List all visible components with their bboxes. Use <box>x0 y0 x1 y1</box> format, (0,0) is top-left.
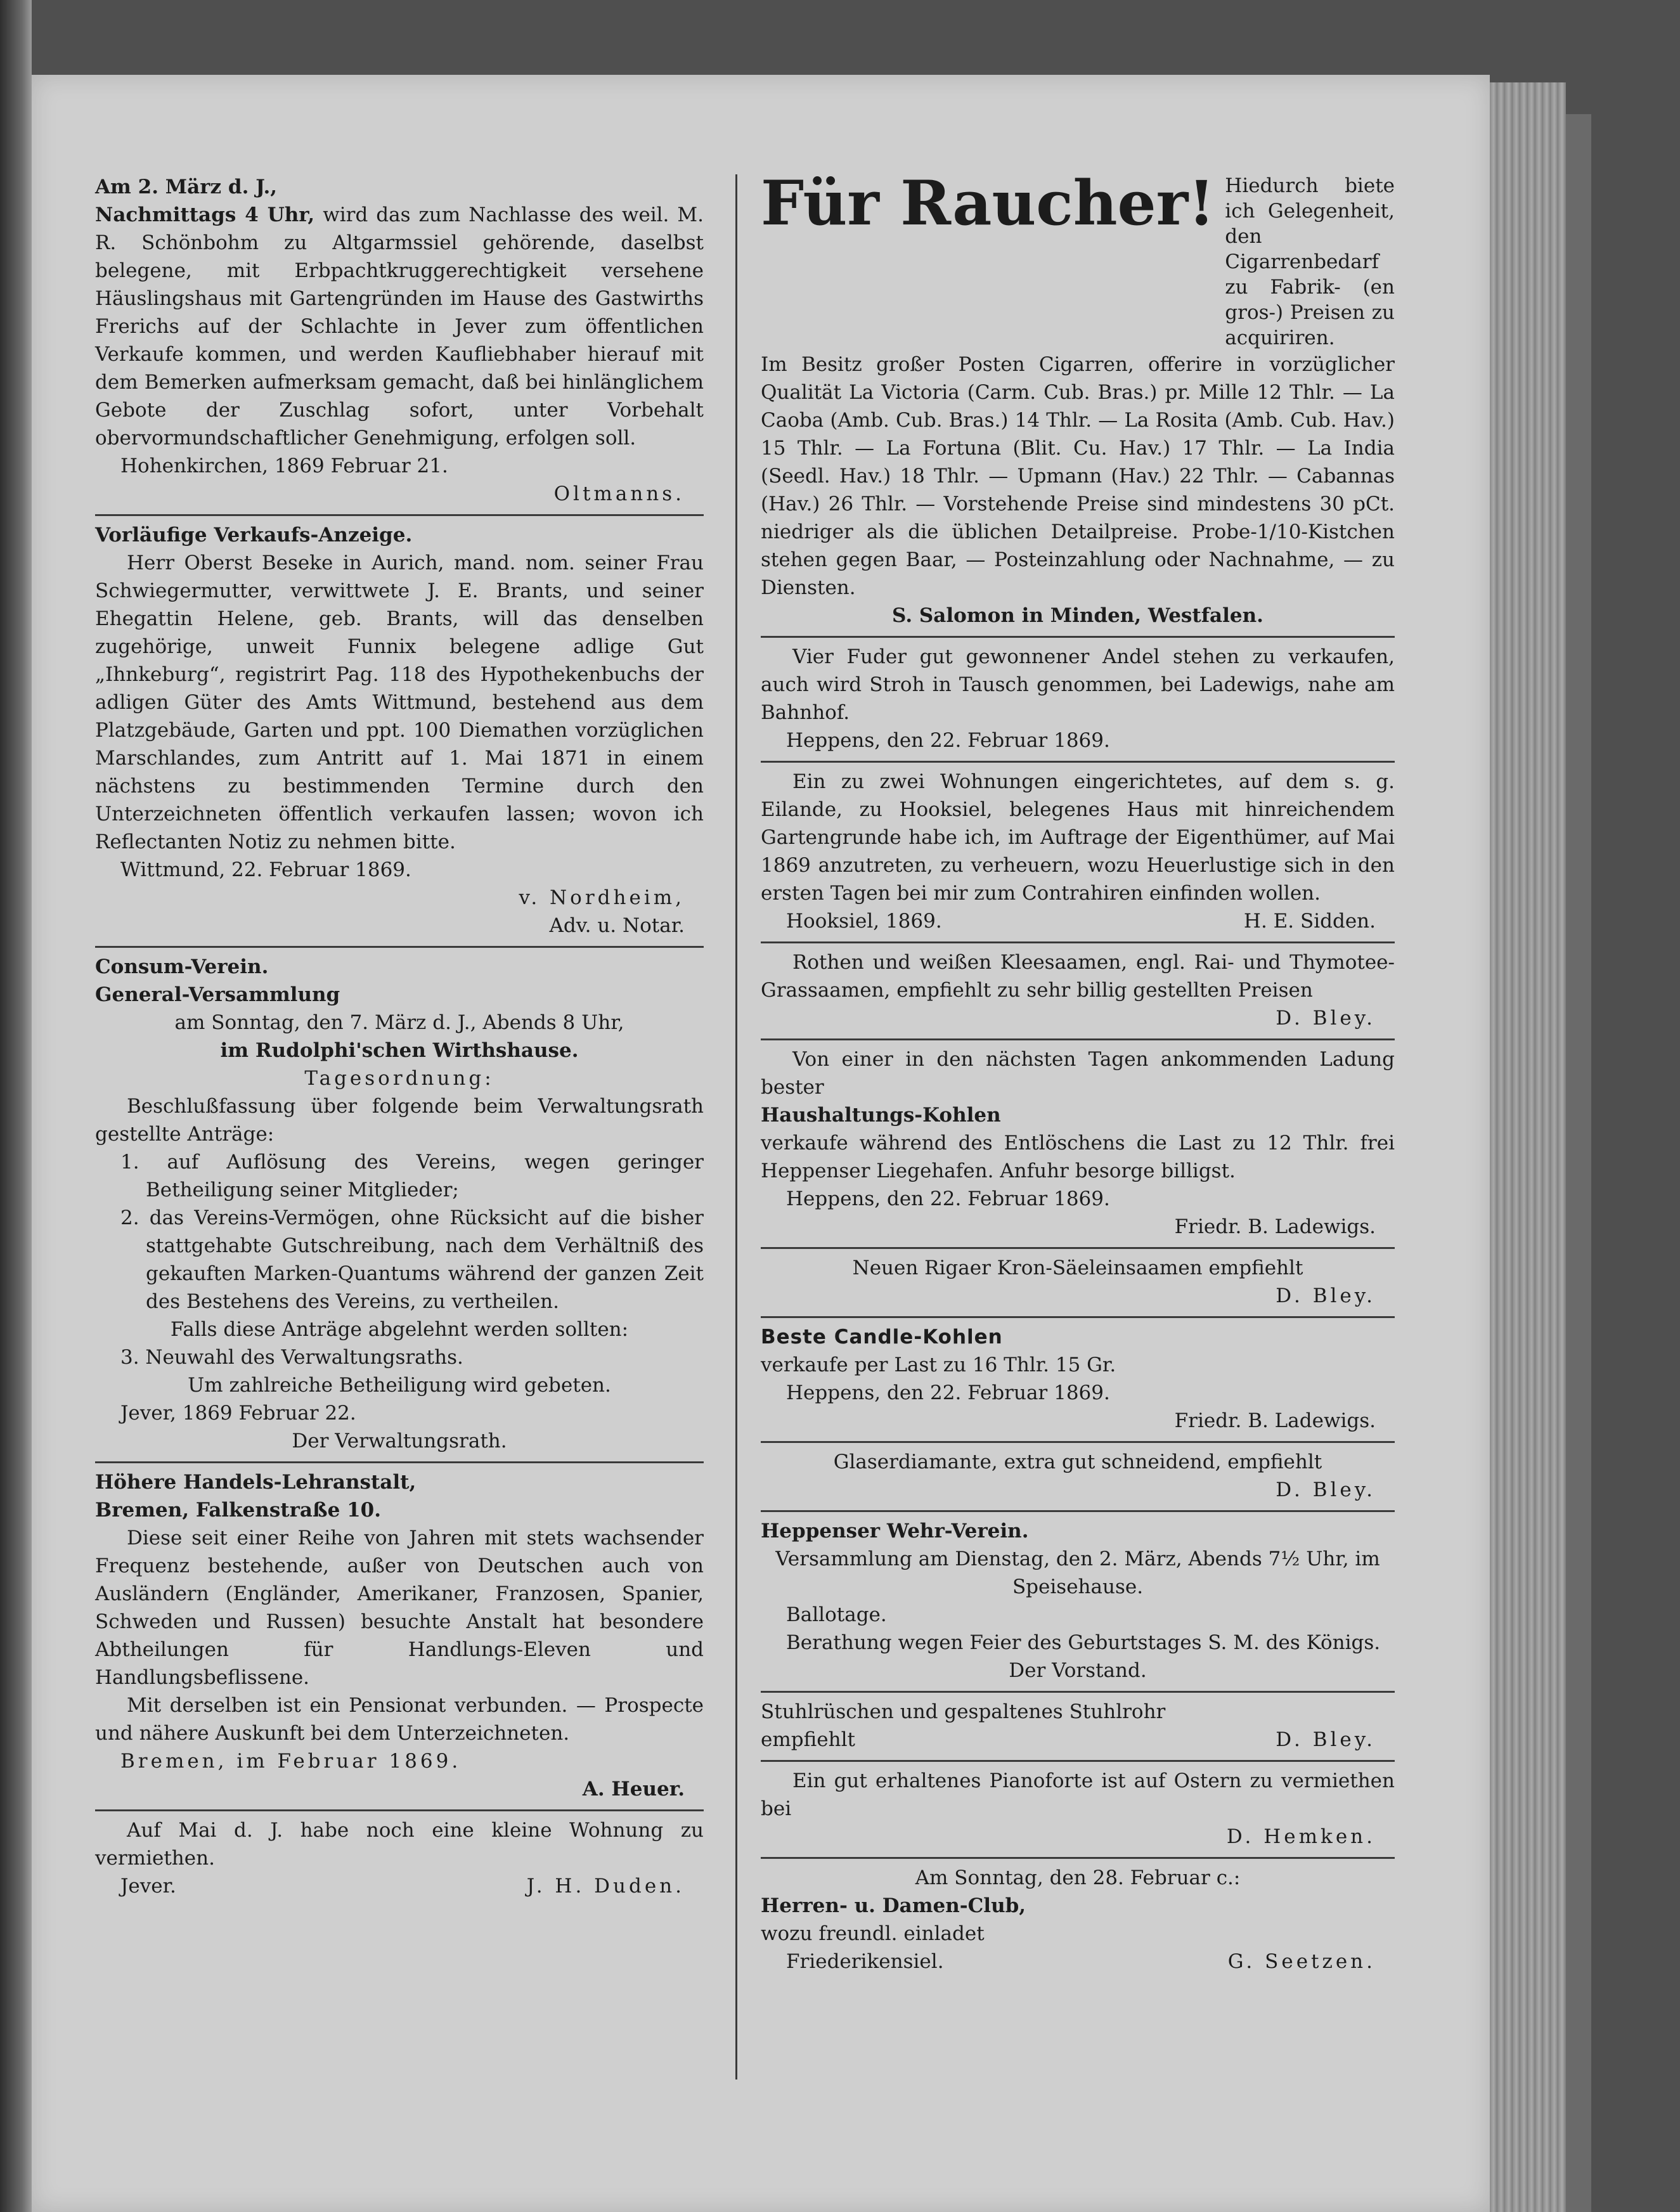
ad-headline: Am 2. März d. J., <box>95 176 278 198</box>
ad-body <box>95 201 704 452</box>
candle-coal-advertisement <box>761 1318 1395 1443</box>
linseed-advertisement <box>761 1249 1395 1318</box>
school-advertisement <box>95 1463 704 1811</box>
agenda-item: 2. das Vereins-Vermögen, ohne Rücksicht auf die bisher stattgehabte Gutschreibung, nach dem Verhältniß des gekauften Marken-Quantums während der ganzen Zeit des Bestehens des Vereins, zu vertheilen. <box>120 1206 704 1313</box>
ad-body: Rothen und weißen Kleesaamen, engl. Rai- und Thymotee-Grassaamen, empfiehlt zu sehr billig gestellten Preisen <box>761 951 1395 1002</box>
chair-supplies-advertisement <box>761 1693 1395 1762</box>
ad-place: Jever. <box>120 1875 176 1898</box>
wehr-verein-notice <box>761 1512 1395 1693</box>
ad-signature: D. Bley. <box>1276 1728 1376 1751</box>
agenda-item: 1. auf Auflösung des Vereins, wegen geringer Betheiligung seiner Mitglieder; <box>120 1151 704 1201</box>
ad-date: Bremen, im Februar 1869. <box>120 1750 462 1773</box>
ad-body: verkaufe während des Entlöschens die Last zu 12 Thlr. frei Heppenser Liegehafen. Anfuhr besorge billigst. <box>761 1132 1395 1182</box>
ad-header <box>761 167 1395 351</box>
consum-verein-notice <box>95 948 704 1463</box>
ad-body: Auf Mai d. J. habe noch eine kleine Wohnung zu vermiethen. <box>95 1819 704 1870</box>
ad-date: Heppens, den 22. Februar 1869. <box>786 1187 1110 1210</box>
ad-footer <box>761 1948 1395 1976</box>
ad-lead: Nachmittags 4 Uhr, <box>95 204 315 226</box>
hay-sale-notice <box>761 638 1395 763</box>
ad-body: Stuhlrüschen und gespaltenes Stuhlrohr <box>761 1700 1166 1723</box>
ad-date: Hohenkirchen, 1869 Februar 21. <box>120 455 448 477</box>
agenda-item: Berathung wegen Feier des Geburtstages S. M. des Königs. <box>786 1631 1381 1654</box>
ad-headline-address: Bremen, Falkenstraße 10. <box>95 1499 382 1522</box>
ad-headline: Vorläufige Verkaufs-Anzeige. <box>95 524 413 547</box>
ad-body: Vier Fuder gut gewonnener Andel stehen zu verkaufen, auch wird Stroh in Tausch genommen, bei Ladewigs, nahe am Bahnhof. <box>761 645 1395 724</box>
ad-signature: v. Nordheim, <box>519 886 685 909</box>
ad-signature: D. Bley. <box>1276 1007 1376 1030</box>
ad-body: Neuen Rigaer Kron-Säeleinsaamen empfiehlt <box>852 1257 1303 1279</box>
coal-advertisement <box>761 1040 1395 1249</box>
ad-date: Heppens, den 22. Februar 1869. <box>786 1381 1110 1404</box>
ad-body: Herr Oberst Beseke in Aurich, mand. nom. seiner Frau Schwiegermutter, verwittwete J. E. Brants, und seiner Ehegattin Helene, geb. Brants, will das denselben zugehörige, unweit Funnix belegene adlige Gut „Ihnkeburg“, registrirt Pag. 118 des Hypothekenbuchs der adligen Güter des Amts Wittmund, bestehend aus dem Platzgebäude, Garten und ppt. 100 Diemathen vorzüglichen Marschlandes, zum Antritt auf 1. Mai 1871 in einem nächstens zu bestimmenden Termine durch den Unterzeichneten öffentlich verkaufen lassen; wovon ich Reflectanten Notiz zu nehmen bitte. <box>95 552 704 853</box>
ad-intro: Am Sonntag, den 28. Februar c.: <box>915 1866 1241 1889</box>
ad-body: Ein zu zwei Wohnungen eingerichtetes, auf dem s. g. Eilande, zu Hooksiel, belegenes Haus mit hinreichendem Gartengrunde habe ich, im Auftrage der Eigenthümer, auf Mai 1869 anzutreten, zu verheuern, wozu Heuerlustige sich in den ersten Tagen bei mir zum Contrahiren einfinden wollen. <box>761 770 1395 905</box>
ad-footer <box>761 1726 1395 1754</box>
book-edge <box>1566 114 1591 2212</box>
club-announcement <box>761 1859 1395 1982</box>
page-stack-edge <box>1490 82 1566 2212</box>
ad-text: wird das zum Nachlasse des weil. M. R. Schönbohm zu Altgarmssiel gehörende, daselbst belegene, mit Erbpachtkruggerechtigkeit versehene Häuslingshaus mit Gartengründen im Hause des Gastwirths Frerichs auf der Schlachte in Jever zum öffentlichen Verkaufe kommen, und werden Kaufliebhaber hierauf mit dem Bemerken aufmerksam gemacht, daß bei hinlänglichem Gebote der Zuschlag sofort, unter Vorbehalt obervormundschaftlicher Genehmigung, erfolgen soll. <box>95 204 704 450</box>
ad-footer <box>95 1872 704 1900</box>
agenda-list <box>95 1148 704 1316</box>
ad-place: Hooksiel, 1869. <box>786 910 942 933</box>
ad-signature: G. Seetzen. <box>1227 1950 1376 1973</box>
ad-date: Heppens, den 22. Februar 1869. <box>786 729 1110 752</box>
left-column <box>95 168 704 1906</box>
ad-subheadline: General-Versammlung <box>95 983 340 1006</box>
ad-body: Glaserdiamante, extra gut schneidend, empfiehlt <box>833 1451 1322 1473</box>
ad-agenda-label: Tagesordnung: <box>304 1067 494 1090</box>
piano-rental-notice <box>761 1762 1395 1859</box>
ad-condition: Falls diese Anträge abgelehnt werden sollten: <box>170 1318 629 1341</box>
ad-signature: S. Salomon in Minden, Westfalen. <box>892 604 1263 627</box>
book-spine <box>0 0 32 2212</box>
right-column <box>761 168 1395 1982</box>
ad-side-text: Hiedurch biete ich Gelegenheit, den Cigarrenbedarf zu Fabrik- (en gros-) Preisen zu acquiriren. <box>1225 174 1395 349</box>
ad-intro: Von einer in den nächsten Tagen ankommenden Ladung bester <box>761 1048 1395 1099</box>
column-divider <box>735 174 737 2079</box>
ad-body: Ein gut erhaltenes Pianoforte ist auf Ostern zu vermiethen bei <box>761 1769 1395 1820</box>
ad-signature: A. Heuer. <box>582 1778 685 1801</box>
ad-datetime: am Sonntag, den 7. März d. J., Abends 8 Uhr, <box>174 1011 624 1034</box>
ad-body-end: empfiehlt <box>761 1728 855 1751</box>
apartment-notice <box>95 1811 704 1906</box>
ad-date: Jever, 1869 Februar 22. <box>120 1402 356 1425</box>
auction-notice <box>95 168 704 516</box>
house-rental-notice <box>761 763 1395 943</box>
ad-headline: Consum-Verein. <box>95 955 269 978</box>
ad-signature: J. H. Duden. <box>526 1875 685 1898</box>
ad-signature: D. Bley. <box>1276 1284 1376 1307</box>
ad-body: Mit derselben ist ein Pensionat verbunden. — Prospecte und nähere Auskunft bei dem Unterzeichneten. <box>95 1694 704 1745</box>
ad-signature: Der Verwaltungsrath. <box>292 1430 507 1452</box>
cigar-advertisement <box>761 168 1395 638</box>
ad-signature: D. Bley. <box>1276 1478 1376 1501</box>
ad-signature: Oltmanns. <box>553 482 685 505</box>
ad-signature: Der Vorstand. <box>1009 1659 1147 1682</box>
agenda-list <box>95 1343 704 1371</box>
glazier-diamond-advertisement <box>761 1443 1395 1512</box>
ad-footer <box>761 907 1395 935</box>
ad-date: Wittmund, 22. Februar 1869. <box>120 858 411 881</box>
ad-body: wozu freundl. einladet <box>761 1922 985 1945</box>
ad-signature: H. E. Sidden. <box>1243 910 1376 933</box>
agenda-item: 3. Neuwahl des Verwaltungsraths. <box>120 1346 463 1369</box>
ad-body: verkaufe per Last zu 16 Thlr. 15 Gr. <box>761 1354 1116 1376</box>
ad-venue: im Rudolphi'schen Wirthshause. <box>220 1039 579 1062</box>
ad-headline: Herren- u. Damen-Club, <box>761 1894 1026 1917</box>
ad-headline: Heppenser Wehr-Verein. <box>761 1520 1029 1543</box>
ad-signature: Friedr. B. Ladewigs. <box>1174 1409 1376 1432</box>
seed-advertisement <box>761 943 1395 1040</box>
ad-signature: D. Hemken. <box>1226 1825 1376 1848</box>
ad-body: Versammlung am Dienstag, den 2. März, Abends 7½ Uhr, im Speisehause. <box>775 1548 1380 1598</box>
ad-body: Im Besitz großer Posten Cigarren, offerire in vorzüglicher Qualität La Victoria (Carm. Cub. Bras.) pr. Mille 12 Thlr. — La Caoba (Amb. Cub. Bras.) 14 Thlr. — La Rosita (Amb. Cub. Hav.) 15 Thlr. — La Fortuna (Blit. Cu. Hav.) 17 Thlr. — La India (Seedl. Hav.) 18 Thlr. — Upmann (Hav.) 22 Thlr. — Cabannas (Hav.) 26 Thlr. — Vorstehende Preise sind mindestens 30 pCt. niedriger als die üblichen Detailpreise. Probe-1/10-Kistchen stehen gegen Baar, — Posteinzahlung oder Nachnahme, — zu Diensten. <box>761 353 1395 599</box>
ad-headline: Höhere Handels-Lehranstalt, <box>95 1471 417 1494</box>
sale-announcement <box>95 516 704 948</box>
ad-place: Friederikensiel. <box>786 1950 944 1973</box>
ad-headline: Für Raucher! <box>761 167 1215 239</box>
ad-headline: Haushaltungs-Kohlen <box>761 1104 1001 1127</box>
ad-plea: Um zahlreiche Betheiligung wird gebeten. <box>188 1374 611 1397</box>
ad-intro: Beschlußfassung über folgende beim Verwaltungsrath gestellte Anträge: <box>95 1095 704 1146</box>
agenda-item: Ballotage. <box>786 1603 887 1626</box>
ad-signature-title: Adv. u. Notar. <box>549 914 685 937</box>
ad-signature: Friedr. B. Ladewigs. <box>1174 1215 1376 1238</box>
ad-headline: Beste Candle-Kohlen <box>761 1326 1003 1349</box>
ad-body: Diese seit einer Reihe von Jahren mit stets wachsender Frequenz bestehende, außer von Deutschen auch von Ausländern (Engländer, Amerikaner, Franzosen, Spanier, Schweden und Russen) besuchte Anstalt hat besondere Abtheilungen für Handlungs-Eleven und Handlungsbeflissene. <box>95 1527 704 1689</box>
